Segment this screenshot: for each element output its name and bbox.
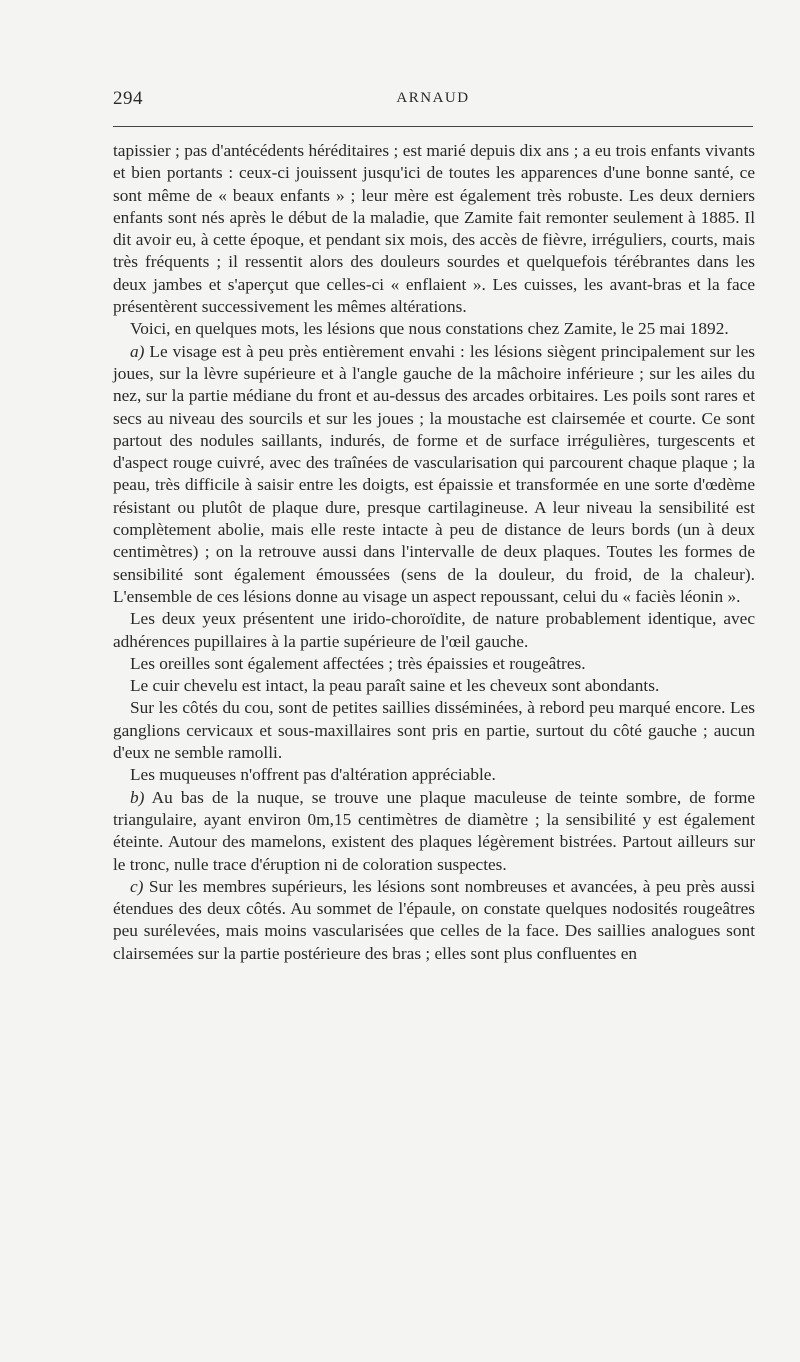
body-text (113, 140, 755, 965)
paragraph: Les muqueuses n'offrent pas d'altération appréciable. (130, 765, 496, 785)
header-rule (113, 126, 753, 127)
running-head: ARNAUD (396, 90, 470, 106)
item-label: b) (130, 787, 145, 807)
item-label: c) (130, 876, 144, 896)
paragraph: tapissier ; pas d'antécédents héréditaires ; est marié depuis dix ans ; a eu trois enfants vivants et bien portants : ceux-ci jouissent jusqu'ici de toutes les apparences d'une bonne santé, ce sont même de « beaux enfants » ; leur mère est également très robuste. Les deux derniers enfants sont nés après le début de la maladie, que Zamite fait remonter seulement à 1885. Il dit avoir eu, à cette époque, et pendant six mois, des accès de fièvre, irréguliers, courts, mais très fréquents ; il ressentit alors des douleurs sourdes et quelquefois térébrantes dans les deux jambes et s'aperçut que celles-ci « enflaient ». Les cuisses, les avant-bras et la face présentèrent successivement les mêmes altérations. (113, 141, 755, 317)
paragraph: Voici, en quelques mots, les lésions que nous constations chez Zamite, le 25 mai 1892. (130, 319, 729, 339)
paragraph-text: Sur les membres supérieurs, les lésions sont nombreuses et avancées, à peu près aussi étendues des deux côtés. Au sommet de l'épaule, on constate quelques nodosités rougeâtres peu surélevées, mais moins vascularisées que celles de la face. Des saillies analogues sont clairsemées sur la partie postérieure des bras ; elles sont plus confluentes en (113, 876, 755, 963)
paragraph: Les deux yeux présentent une irido-choroïdite, de nature probablement identique, avec adhérences pupillaires à la partie supérieure de l'œil gauche. (113, 609, 755, 651)
paragraph: Le cuir chevelu est intact, la peau paraît saine et les cheveux sont abondants. (130, 676, 660, 696)
paragraph-text: Au bas de la nuque, se trouve une plaque maculeuse de teinte sombre, de forme triangulaire, ayant environ 0m,15 centimètres de diamètre ; la sensibilité y est également éteinte. Autour des mamelons, existent des plaques légèrement bistrées. Partout ailleurs sur le tronc, nulle trace d'éruption ni de coloration suspectes. (113, 787, 755, 874)
paragraph: Sur les côtés du cou, sont de petites saillies disséminées, à rebord peu marqué encore. Les ganglions cervicaux et sous-maxillaires sont pris en partie, surtout du côté gauche ; aucun d'eux ne semble ramolli. (113, 698, 755, 763)
paragraph-text: Le visage est à peu près entièrement envahi : les lésions siègent principalement sur les joues, sur la lèvre supérieure et à l'angle gauche de la mâchoire inférieure ; sur les ailes du nez, sur la partie médiane du front et au-dessus des arcades orbitaires. Les poils sont rares et secs au niveau des sourcils et sur les joues ; la moustache est clairsemée et courte. Ce sont partout des nodules saillants, indurés, de forme et de surface irrégulières, turgescents et d'aspect rouge cuivré, avec des traînées de vascularisation qui parcourent chaque plaque ; la peau, très difficile à saisir entre les doigts, est épaissie et transformée en une sorte d'œdème résistant ou plutôt de plaque dure, presque cartilagineuse. A leur niveau la sensibilité est complètement abolie, mais elle reste intacte à peu de distance de leurs bords (un à deux centimètres) ; on la retrouve aussi dans l'intervalle de deux plaques. Toutes les formes de sensibilité sont également émoussées (sens de la douleur, du froid, de la chaleur). L'ensemble de ces lésions donne au visage un aspect repoussant, celui du « faciès léonin ». (113, 341, 755, 606)
page-number: 294 (113, 88, 143, 109)
page-header (113, 84, 753, 120)
paragraph-b (113, 787, 755, 876)
paragraph: Les oreilles sont également affectées ; très épaissies et rougeâtres. (130, 653, 586, 673)
paragraph-c (113, 876, 755, 965)
paragraph-a (113, 341, 755, 609)
item-label: a) (130, 341, 145, 361)
